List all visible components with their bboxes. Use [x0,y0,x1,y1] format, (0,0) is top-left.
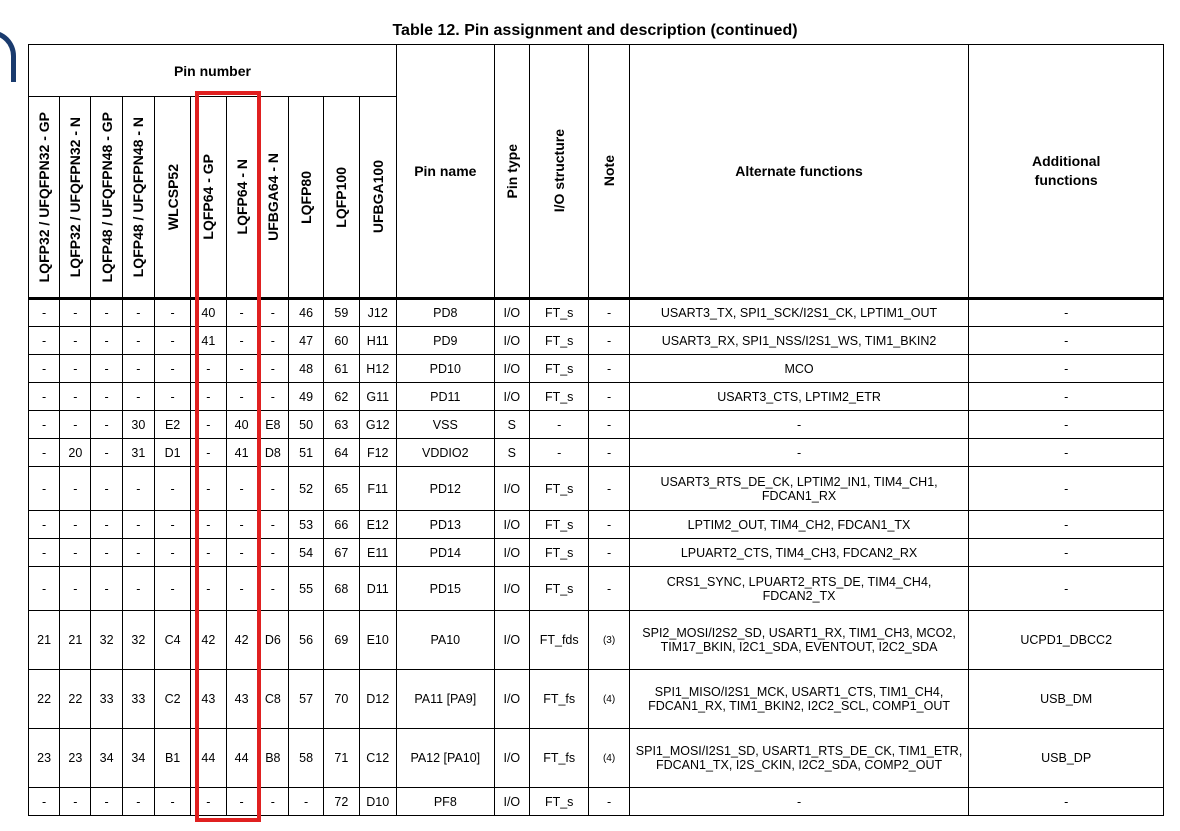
pin-number-cell: - [60,299,91,327]
pin-type-cell: I/O [494,729,529,788]
additional-functions-cell: - [969,467,1164,511]
pin-number-cell: 64 [324,439,359,467]
table-row [29,299,1164,327]
pin-number-cell: - [226,788,257,816]
additional-functions-cell: USB_DM [969,670,1164,729]
pin-number-cell: J12 [359,299,396,327]
additional-functions-cell: USB_DP [969,729,1164,788]
io-structure-cell: FT_s [529,467,588,511]
io-structure-cell: FT_s [529,383,588,411]
table-row [29,327,1164,355]
pin-number-cell: - [29,411,60,439]
pin-number-cell: C12 [359,729,396,788]
pin-number-cell: - [60,327,91,355]
pin-type-cell: S [494,411,529,439]
pin-number-cell: - [257,539,288,567]
pin-number-cell: - [29,539,60,567]
pin-number-cell: 42 [191,611,226,670]
pin-name-header: Pin name [396,45,494,299]
pin-number-cell: 70 [324,670,359,729]
pin-type-cell: I/O [494,788,529,816]
pin-number-cell: - [91,411,122,439]
pin-number-cell: - [226,567,257,611]
pin-number-cell: - [91,788,122,816]
note-cell: (4) [589,670,629,729]
pin-number-cell: 34 [91,729,122,788]
pin-number-cell: - [191,355,226,383]
alternate-functions-cell: CRS1_SYNC, LPUART2_RTS_DE, TIM4_CH4, FDCAN2_TX [629,567,969,611]
alternate-functions-cell: SPI2_MOSI/I2S2_SD, USART1_RX, TIM1_CH3, MCO2, TIM17_BKIN, I2C1_SDA, EVENTOUT, I2C2_SDA [629,611,969,670]
note-cell: (4) [589,729,629,788]
pin-number-cell: - [226,539,257,567]
note-cell: - [589,355,629,383]
pin-number-cell: 47 [288,327,323,355]
pin-name-cell: PD15 [396,567,494,611]
pin-name-cell: PD8 [396,299,494,327]
pin-column-header: UFBGA100 [359,97,396,299]
note-cell: - [589,539,629,567]
pin-number-cell: 40 [191,299,226,327]
pin-type-header: Pin type [494,45,529,299]
table-title: Table 12. Pin assignment and description (continued) [392,22,798,39]
note-cell: - [589,383,629,411]
io-structure-cell: - [529,439,588,467]
pin-number-cell: 22 [60,670,91,729]
note-header: Note [589,45,629,299]
pin-number-cell: - [122,539,154,567]
pin-number-cell: - [154,327,190,355]
pin-name-cell: PD10 [396,355,494,383]
pin-number-cell: - [122,511,154,539]
alternate-functions-cell: LPUART2_CTS, TIM4_CH3, FDCAN2_RX [629,539,969,567]
io-structure-cell: FT_fs [529,729,588,788]
pin-number-cell: C2 [154,670,190,729]
pin-name-cell: VSS [396,411,494,439]
io-structure-header: I/O structure [529,45,588,299]
pin-number-cell: 20 [60,439,91,467]
pin-number-cell: B8 [257,729,288,788]
pin-name-cell: PA11 [PA9] [396,670,494,729]
pin-number-cell: 72 [324,788,359,816]
additional-functions-header: Additional functions [969,45,1164,299]
note-cell: - [589,327,629,355]
pin-number-cell: 22 [29,670,60,729]
pin-number-cell: - [29,788,60,816]
additional-functions-cell: - [969,327,1164,355]
pin-number-cell: F12 [359,439,396,467]
pin-number-cell: - [91,467,122,511]
pin-number-cell: - [60,511,91,539]
pin-number-cell: - [257,511,288,539]
pin-name-cell: VDDIO2 [396,439,494,467]
note-cell: - [589,411,629,439]
pin-name-cell: PD11 [396,383,494,411]
pin-number-cell: - [29,467,60,511]
pin-number-cell: D6 [257,611,288,670]
additional-functions-cell: - [969,411,1164,439]
alternate-functions-cell: SPI1_MOSI/I2S1_SD, USART1_RTS_DE_CK, TIM1_ETR, FDCAN1_TX, I2S_CKIN, I2C2_SDA, COMP2_OUT [629,729,969,788]
pin-number-cell: - [154,788,190,816]
pin-number-cell: 61 [324,355,359,383]
pin-number-cell: - [91,439,122,467]
alternate-functions-cell: USART3_TX, SPI1_SCK/I2S1_CK, LPTIM1_OUT [629,299,969,327]
pin-number-cell: 56 [288,611,323,670]
pin-type-cell: I/O [494,355,529,383]
pin-number-cell: - [29,383,60,411]
note-cell: - [589,299,629,327]
pin-number-cell: - [29,355,60,383]
note-cell: - [589,467,629,511]
pin-number-cell: - [257,567,288,611]
pin-number-cell: - [288,788,323,816]
additional-functions-cell: - [969,567,1164,611]
pin-number-cell: - [191,511,226,539]
table-row [29,567,1164,611]
table-row [29,411,1164,439]
pin-number-cell: - [29,511,60,539]
note-cell: - [589,439,629,467]
alternate-functions-cell: USART3_RTS_DE_CK, LPTIM2_IN1, TIM4_CH1, FDCAN1_RX [629,467,969,511]
pin-number-cell: 43 [226,670,257,729]
pin-number-cell: 32 [91,611,122,670]
table-row [29,439,1164,467]
pin-number-cell: 65 [324,467,359,511]
pin-type-cell: S [494,439,529,467]
pin-column-header: LQFP80 [288,97,323,299]
pin-number-cell: 43 [191,670,226,729]
pin-number-cell: - [91,511,122,539]
pin-number-cell: - [257,788,288,816]
table-row [29,511,1164,539]
pin-number-cell: H12 [359,355,396,383]
pin-number-cell: 71 [324,729,359,788]
pin-name-cell: PD9 [396,327,494,355]
pin-number-cell: 55 [288,567,323,611]
note-cell: - [589,567,629,611]
pin-number-cell: 31 [122,439,154,467]
pin-number-cell: - [154,539,190,567]
table-row [29,539,1164,567]
io-structure-cell: FT_s [529,511,588,539]
pin-number-cell: - [226,299,257,327]
pin-number-cell: - [91,327,122,355]
pin-column-header: LQFP32 / UFQFPN32 - N [60,97,91,299]
additional-functions-cell: - [969,788,1164,816]
pin-number-cell: G11 [359,383,396,411]
alternate-functions-cell: USART3_RX, SPI1_NSS/I2S1_WS, TIM1_BKIN2 [629,327,969,355]
pin-number-cell: - [191,383,226,411]
alternate-functions-header: Alternate functions [629,45,969,299]
pin-type-cell: I/O [494,670,529,729]
io-structure-cell: FT_s [529,299,588,327]
pin-number-cell: 23 [29,729,60,788]
alternate-functions-cell: LPTIM2_OUT, TIM4_CH2, FDCAN1_TX [629,511,969,539]
pin-number-cell: 53 [288,511,323,539]
pin-number-cell: - [122,567,154,611]
pin-number-cell: - [60,539,91,567]
pin-number-cell: 41 [226,439,257,467]
pin-number-cell: 67 [324,539,359,567]
pin-number-cell: - [226,355,257,383]
pin-number-cell: 51 [288,439,323,467]
alternate-functions-cell: - [629,411,969,439]
alternate-functions-cell: MCO [629,355,969,383]
pin-number-cell: 42 [226,611,257,670]
additional-functions-cell: UCPD1_DBCC2 [969,611,1164,670]
pin-column-header: LQFP32 / UFQFPN32 - GP [29,97,60,299]
pin-number-cell: 44 [226,729,257,788]
pin-number-cell: - [226,383,257,411]
pin-number-cell: - [154,299,190,327]
pin-number-cell: 68 [324,567,359,611]
pin-type-cell: I/O [494,467,529,511]
pin-number-cell: 63 [324,411,359,439]
pin-number-cell: 23 [60,729,91,788]
pin-column-header: LQFP64 - N [226,97,257,299]
pin-number-cell: 33 [122,670,154,729]
pin-number-group-header: Pin number [29,45,397,97]
pin-number-cell: - [60,411,91,439]
pin-number-cell: 30 [122,411,154,439]
table-row [29,611,1164,670]
additional-functions-cell: - [969,299,1164,327]
pin-number-cell: - [60,383,91,411]
pin-number-cell: 59 [324,299,359,327]
additional-functions-cell: - [969,355,1164,383]
pin-number-cell: 62 [324,383,359,411]
pin-number-cell: - [257,355,288,383]
pin-type-cell: I/O [494,327,529,355]
additional-functions-cell: - [969,439,1164,467]
pin-number-cell: 41 [191,327,226,355]
pin-assignment-table [28,44,1164,816]
pin-number-cell: 21 [29,611,60,670]
pin-name-cell: PD14 [396,539,494,567]
pin-column-header: LQFP48 / UFQFPN48 - GP [91,97,122,299]
alternate-functions-cell: - [629,439,969,467]
pin-type-cell: I/O [494,611,529,670]
pin-number-cell: D12 [359,670,396,729]
table-row [29,788,1164,816]
pin-number-cell: - [226,511,257,539]
table-row [29,355,1164,383]
pin-number-cell: - [60,567,91,611]
pin-name-cell: PA12 [PA10] [396,729,494,788]
pin-number-cell: - [154,467,190,511]
pin-number-cell: - [91,567,122,611]
pin-number-cell: - [257,299,288,327]
pin-number-cell: - [154,567,190,611]
table-row [29,383,1164,411]
pin-number-cell: - [122,788,154,816]
io-structure-cell: FT_s [529,539,588,567]
pin-number-cell: - [29,327,60,355]
pin-number-cell: 52 [288,467,323,511]
table-row [29,670,1164,729]
pin-number-cell: D1 [154,439,190,467]
additional-functions-cell: - [969,383,1164,411]
pin-number-cell: - [191,439,226,467]
pin-number-cell: D11 [359,567,396,611]
pin-column-header: LQFP48 / UFQFPN48 - N [122,97,154,299]
pin-number-cell: 58 [288,729,323,788]
pin-number-cell: 57 [288,670,323,729]
pin-number-cell: - [226,467,257,511]
pin-number-cell: H11 [359,327,396,355]
pin-number-cell: C4 [154,611,190,670]
note-cell: - [589,788,629,816]
pin-number-cell: 60 [324,327,359,355]
note-cell: (3) [589,611,629,670]
pin-number-cell: 21 [60,611,91,670]
pin-number-cell: - [257,327,288,355]
pin-number-cell: E8 [257,411,288,439]
alternate-functions-cell: - [629,788,969,816]
io-structure-cell: FT_fs [529,670,588,729]
pin-number-cell: - [226,327,257,355]
pin-number-cell: E10 [359,611,396,670]
pin-number-cell: 69 [324,611,359,670]
pin-number-cell: - [257,383,288,411]
pin-number-cell: - [29,439,60,467]
pin-number-cell: - [122,355,154,383]
pin-number-cell: 50 [288,411,323,439]
pin-number-cell: - [154,511,190,539]
pin-number-cell: 40 [226,411,257,439]
table-row [29,729,1164,788]
pin-name-cell: PA10 [396,611,494,670]
pin-number-cell: - [60,467,91,511]
io-structure-cell: FT_s [529,355,588,383]
pin-number-cell: - [122,467,154,511]
pin-number-cell: 34 [122,729,154,788]
additional-functions-cell: - [969,511,1164,539]
pin-number-cell: 49 [288,383,323,411]
pin-number-cell: - [154,355,190,383]
additional-functions-cell: - [969,539,1164,567]
alternate-functions-cell: USART3_CTS, LPTIM2_ETR [629,383,969,411]
pin-number-cell: - [60,788,91,816]
pin-column-header: UFBGA64 - N [257,97,288,299]
io-structure-cell: - [529,411,588,439]
pin-type-cell: I/O [494,299,529,327]
pin-number-cell: - [122,383,154,411]
pin-number-cell: - [29,299,60,327]
pin-number-cell: E2 [154,411,190,439]
pin-number-cell: - [154,383,190,411]
pin-number-cell: C8 [257,670,288,729]
pin-number-cell: - [122,327,154,355]
pin-number-cell: - [191,567,226,611]
pin-name-cell: PF8 [396,788,494,816]
pin-number-cell: B1 [154,729,190,788]
pin-number-cell: 32 [122,611,154,670]
brand-logo-fragment [0,30,16,82]
pin-type-cell: I/O [494,511,529,539]
alternate-functions-cell: SPI1_MISO/I2S1_MCK, USART1_CTS, TIM1_CH4, FDCAN1_RX, TIM1_BKIN2, I2C2_SCL, COMP1_OUT [629,670,969,729]
pin-name-cell: PD12 [396,467,494,511]
io-structure-cell: FT_fds [529,611,588,670]
pin-number-cell: - [122,299,154,327]
io-structure-cell: FT_s [529,327,588,355]
pin-number-cell: 44 [191,729,226,788]
pin-number-cell: D10 [359,788,396,816]
pin-type-cell: I/O [494,539,529,567]
pin-number-cell: 48 [288,355,323,383]
pin-number-cell: G12 [359,411,396,439]
pin-number-cell: - [257,467,288,511]
pin-name-cell: PD13 [396,511,494,539]
pin-column-header: WLCSP52 [154,97,190,299]
pin-number-cell: - [191,788,226,816]
pin-column-header: LQFP100 [324,97,359,299]
pin-type-cell: I/O [494,567,529,611]
pin-number-cell: 33 [91,670,122,729]
pin-number-cell: - [91,539,122,567]
pin-number-cell: - [91,299,122,327]
pin-type-cell: I/O [494,383,529,411]
pin-number-cell: - [91,355,122,383]
pin-number-cell: - [29,567,60,611]
pin-number-cell: D8 [257,439,288,467]
pin-number-cell: 66 [324,511,359,539]
io-structure-cell: FT_s [529,567,588,611]
pin-number-cell: - [60,355,91,383]
table-row [29,467,1164,511]
pin-number-cell: - [191,411,226,439]
pin-number-cell: - [191,467,226,511]
note-cell: - [589,511,629,539]
pin-number-cell: F11 [359,467,396,511]
io-structure-cell: FT_s [529,788,588,816]
pin-number-cell: - [91,383,122,411]
pin-number-cell: 46 [288,299,323,327]
pin-number-cell: E12 [359,511,396,539]
pin-number-cell: - [191,539,226,567]
pin-number-cell: E11 [359,539,396,567]
pin-number-cell: 54 [288,539,323,567]
pin-column-header: LQFP64 - GP [191,97,226,299]
